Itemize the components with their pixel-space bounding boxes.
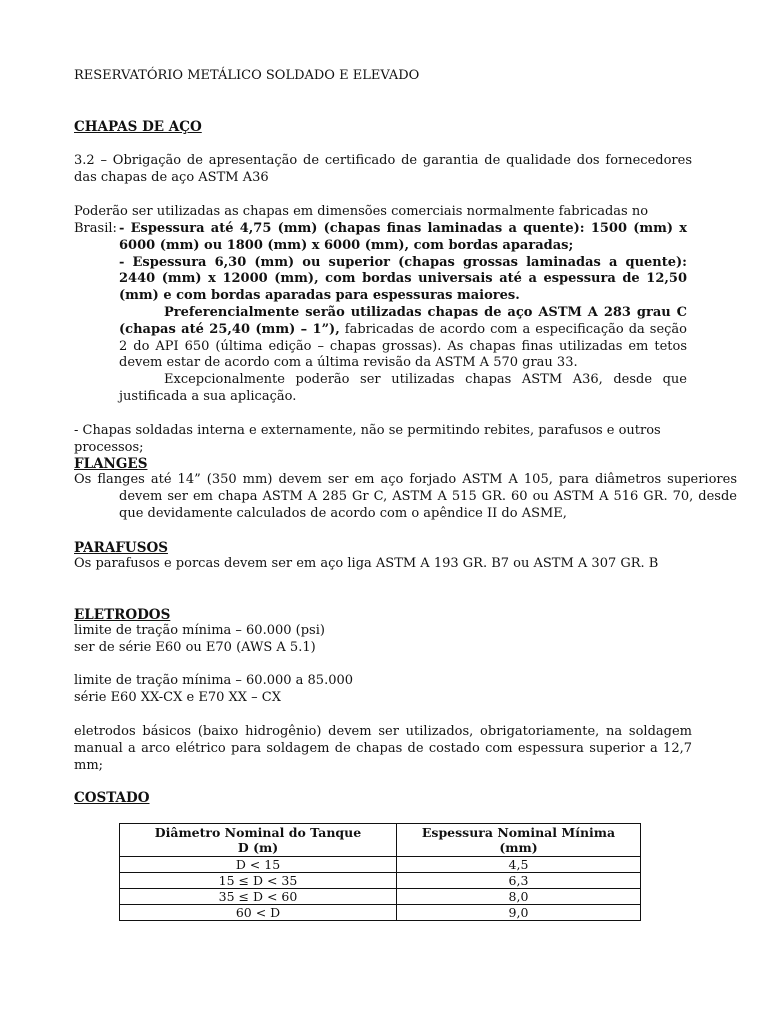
paragraph-chapas-soldadas: - Chapas soldadas interna e externamente, não se permitindo rebites, parafusos e outros processos; [74, 423, 661, 455]
cell-diametro: 60 < D [120, 905, 397, 921]
costado-table [119, 823, 641, 921]
section-heading-flanges: FLANGES [74, 456, 148, 472]
eletrodos-line-2: ser de série E60 ou E70 (AWS A 5.1) [74, 640, 316, 655]
paragraph-preferencialmente [119, 305, 687, 372]
pref-rest-text: fabricadas de acordo com a especificação da seção 2 do API 650 (última edição – chapas grossas). As chapas finas utilizadas em tetos devem estar de acordo com a última revisão da ASTM A 570 grau 33. [119, 321, 688, 371]
table-header-row [120, 824, 641, 857]
cell-espessura: 4,5 [397, 857, 641, 873]
cell-diametro: 35 ≤ D < 60 [120, 889, 397, 905]
cell-diametro: 15 ≤ D < 35 [120, 873, 397, 889]
table-row [120, 873, 641, 889]
bullet-chapas-grossas: - Espessura 6,30 (mm) ou superior (chapas grossas laminadas a quente): 2440 (mm) x 12000 (mm), com bordas universais até a espessura de 12,50 (mm) e com bordas aparadas para espessuras maiores. [119, 254, 687, 304]
paragraph-eletrodos-basicos: eletrodos básicos (baixo hidrogênio) devem ser utilizados, obrigatoriamente, na soldagem manual a arco elétrico para soldagem de chapas de costado com espessura superior a 12,7 mm; [74, 724, 692, 773]
paragraph-excepcionalmente: Excepcionalmente poderão ser utilizadas chapas ASTM A36, desde que justificada a sua aplicação. [119, 372, 687, 404]
section-heading-parafusos: PARAFUSOS [74, 540, 168, 556]
paragraph-intro-chapas: Poderão ser utilizadas as chapas em dimensões comerciais normalmente fabricadas no Brasil: [74, 204, 649, 236]
cell-espessura: 8,0 [397, 889, 641, 905]
header-espessura: Espessura Nominal Mínima (mm) [397, 824, 641, 857]
table-row [120, 905, 641, 921]
paragraph-flanges: Os flanges até 14” (350 mm) devem ser em aço forjado ASTM A 105, para diâmetros superiores devem ser em chapa ASTM A 285 Gr C, ASTM A 515 GR. 60 ou ASTM A 516 GR. 70, desde que devidamente calculados de acordo com o apêndice II do ASME, [74, 472, 737, 521]
eletrodos-line-4: série E60 XX-CX e E70 XX – CX [74, 690, 281, 705]
cell-diametro: D < 15 [120, 857, 397, 873]
section-heading-costado: COSTADO [74, 790, 150, 806]
eletrodos-line-1: limite de tração mínima – 60.000 (psi) [74, 623, 325, 638]
section-heading-chapas: CHAPAS DE AÇO [74, 119, 202, 135]
table-row [120, 857, 641, 873]
cell-espessura: 6,3 [397, 873, 641, 889]
chapas-indented-block [119, 221, 687, 406]
paragraph-item-3-2: 3.2 – Obrigação de apresentação de certificado de garantia de qualidade dos fornecedores das chapas de aço ASTM A36 [74, 153, 692, 185]
document-title: RESERVATÓRIO METÁLICO SOLDADO E ELEVADO [74, 68, 420, 83]
cell-espessura: 9,0 [397, 905, 641, 921]
pref-bold-text: Preferencialmente serão utilizadas chapas de aço ASTM A 283 grau C (chapas até 25,40 (mm) – 1”), [119, 304, 687, 337]
paragraph-parafusos: Os parafusos e porcas devem ser em aço liga ASTM A 193 GR. B7 ou ASTM A 307 GR. B [74, 556, 659, 571]
bullet-chapas-finas: - Espessura até 4,75 (mm) (chapas finas laminadas a quente): 1500 (mm) x 6000 (mm) ou 1800 (mm) x 6000 (mm), com bordas aparadas; [119, 221, 687, 253]
eletrodos-line-3: limite de tração mínima – 60.000 a 85.000 [74, 673, 354, 688]
header-diametro: Diâmetro Nominal do Tanque D (m) [120, 824, 397, 857]
table-row [120, 889, 641, 905]
section-heading-eletrodos: ELETRODOS [74, 607, 171, 623]
